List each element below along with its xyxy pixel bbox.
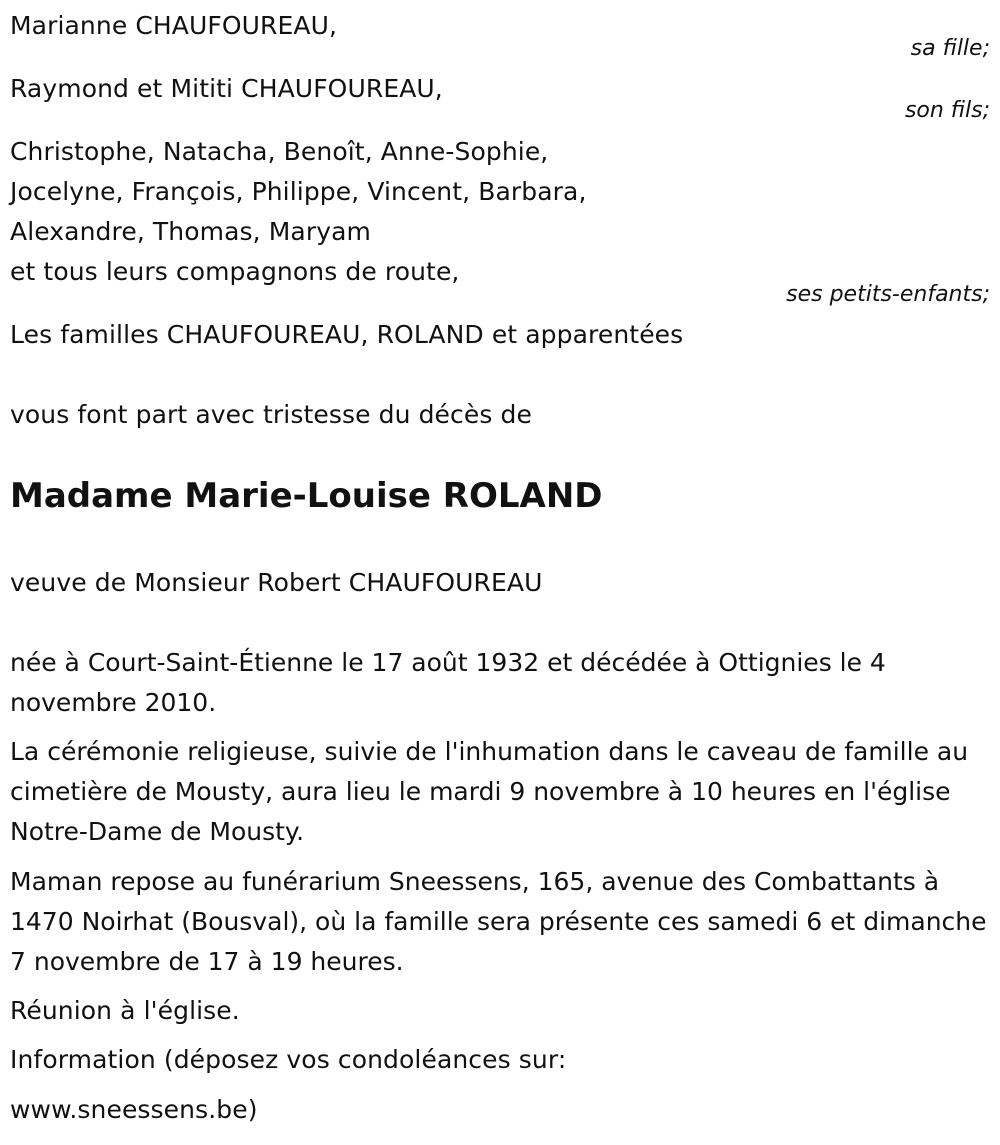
families-line: Les familles CHAUFOUREAU, ROLAND et apparentées [10, 320, 684, 349]
ceremony-paragraph: La cérémonie religieuse, suivie de l'inhumation dans le caveau de famille au cimetière de Mousty, aura lieu le mardi 9 novembre à 10 heures en l'église Notre-Dame de Mousty. [10, 737, 969, 846]
daughter-name: Marianne CHAUFOUREAU, [10, 11, 338, 40]
grandchildren-line-2: Jocelyne, François, Philippe, Vincent, Barbara, [10, 177, 587, 206]
funeral-home-paragraph: Maman repose au funérarium Sneessens, 165, avenue des Combattants à 1470 Noirhat (Bousval), où la famille sera présente ces samedi 6 et dimanche 7 novembre de 17 à 19 heures. [10, 867, 987, 976]
meeting-line: Réunion à l'église. [10, 996, 240, 1025]
deceased-name: Madame Marie-Louise ROLAND [10, 476, 603, 516]
grandchildren-relation: ses petits-enfants; [786, 282, 990, 307]
son-name: Raymond et Mititi CHAUFOUREAU, [10, 74, 443, 103]
grandchildren-line-3: Alexandre, Thomas, Maryam [10, 217, 371, 246]
birth-death-paragraph: née à Court-Saint-Étienne le 17 août 1932 et décédée à Ottignies le 4 novembre 2010. [10, 648, 886, 717]
son-relation: son fils; [904, 98, 990, 123]
widow-of-line: veuve de Monsieur Robert CHAUFOUREAU [10, 568, 543, 597]
daughter-relation: sa fille; [910, 36, 990, 61]
grandchildren-line-1: Christophe, Natacha, Benoît, Anne-Sophie, [10, 137, 549, 166]
information-line: Information (déposez vos condoléances sur: [10, 1045, 567, 1074]
website-line: www.sneessens.be) [10, 1095, 258, 1124]
announcement-line: vous font part avec tristesse du décès de [10, 400, 532, 429]
grandchildren-line-4: et tous leurs compagnons de route, [10, 257, 460, 286]
